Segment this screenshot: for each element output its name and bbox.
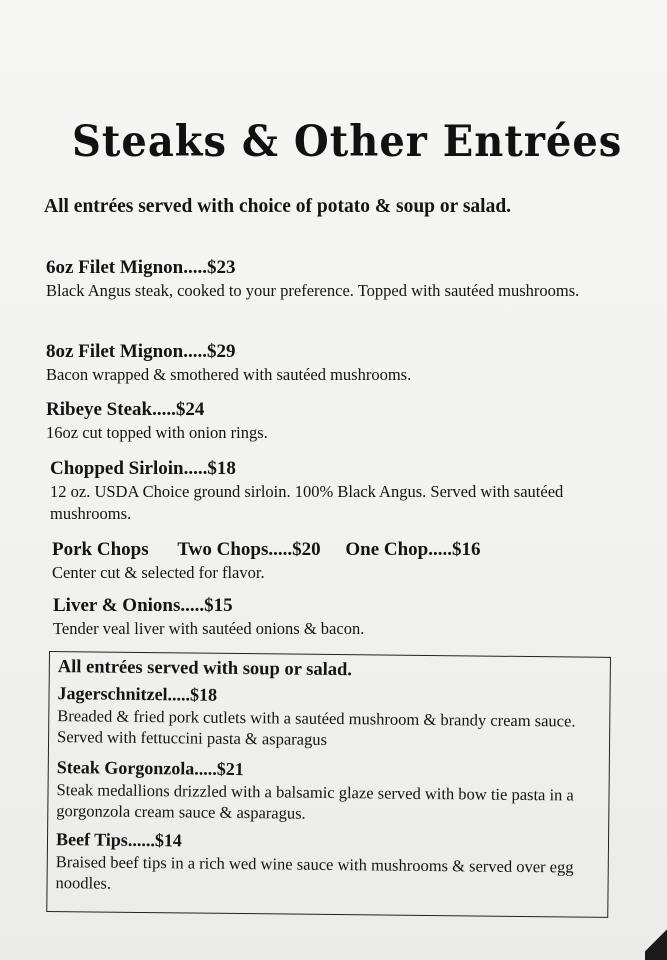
menu-item [46, 398, 606, 444]
menu-item [55, 828, 596, 899]
menu-item-name: Ribeye Steak.....$24 [46, 399, 205, 420]
menu-item-name: Steak Gorgonzola.....$21 [56, 757, 244, 780]
menu-item-name: 6oz Filet Mignon.....$23 [46, 257, 236, 278]
menu-item-description: Black Angus steak, cooked to your preference. Topped with sautéed mushrooms. [46, 281, 580, 300]
menu-item-description: Tender veal liver with sautéed onions & bacon. [53, 619, 365, 638]
section-intro: All entrées served with choice of potato & soup or salad. [44, 196, 512, 217]
menu-item-name: Pork Chops [52, 539, 149, 560]
menu-item-option: One Chop.....$16 [345, 539, 481, 560]
menu-item-name: Liver & Onions.....$15 [53, 595, 233, 616]
menu-item-description: 12 oz. USDA Choice ground sirloin. 100% Black Angus. Served with sautéed mushrooms. [50, 482, 564, 523]
menu-item-name: 8oz Filet Mignon.....$29 [46, 341, 236, 362]
menu-item-name: Jagerschnitzel.....$18 [57, 683, 218, 705]
menu-item-description: Braised beef tips in a rich wed wine sauce with mushrooms & served over egg noodles. [55, 852, 574, 893]
page-corner-shadow [645, 920, 667, 960]
menu-item-name: Chopped Sirloin.....$18 [50, 458, 236, 479]
boxed-specials [46, 651, 611, 918]
menu-item-description: Center cut & selected for flavor. [52, 563, 265, 582]
menu-item-description: Bacon wrapped & smothered with sautéed mushrooms. [46, 365, 412, 384]
menu-item [46, 256, 606, 302]
menu-item-name: Beef Tips......$14 [55, 829, 182, 851]
menu-item-pork [52, 538, 612, 584]
menu-item-option: Two Chops.....$20 [177, 539, 321, 560]
menu-item [57, 682, 598, 753]
menu-item [50, 457, 610, 525]
menu-item-description: 16oz cut topped with onion rings. [46, 423, 268, 442]
page-title: Steaks & Other Entrées [72, 116, 623, 167]
menu-item-description: Steak medallions drizzled with a balsamic glaze served with bow tie pasta in a gorgonzola cream sauce & asparagus. [56, 780, 574, 823]
menu-item [56, 756, 597, 827]
menu-item [53, 594, 613, 640]
menu-item-description: Breaded & fried pork cutlets with a sautéed mushroom & brandy cream sauce. Served with fettuccini pasta & asparagus [57, 706, 576, 749]
box-intro: All entrées served with soup or salad. [57, 657, 353, 681]
menu-item [46, 340, 606, 386]
